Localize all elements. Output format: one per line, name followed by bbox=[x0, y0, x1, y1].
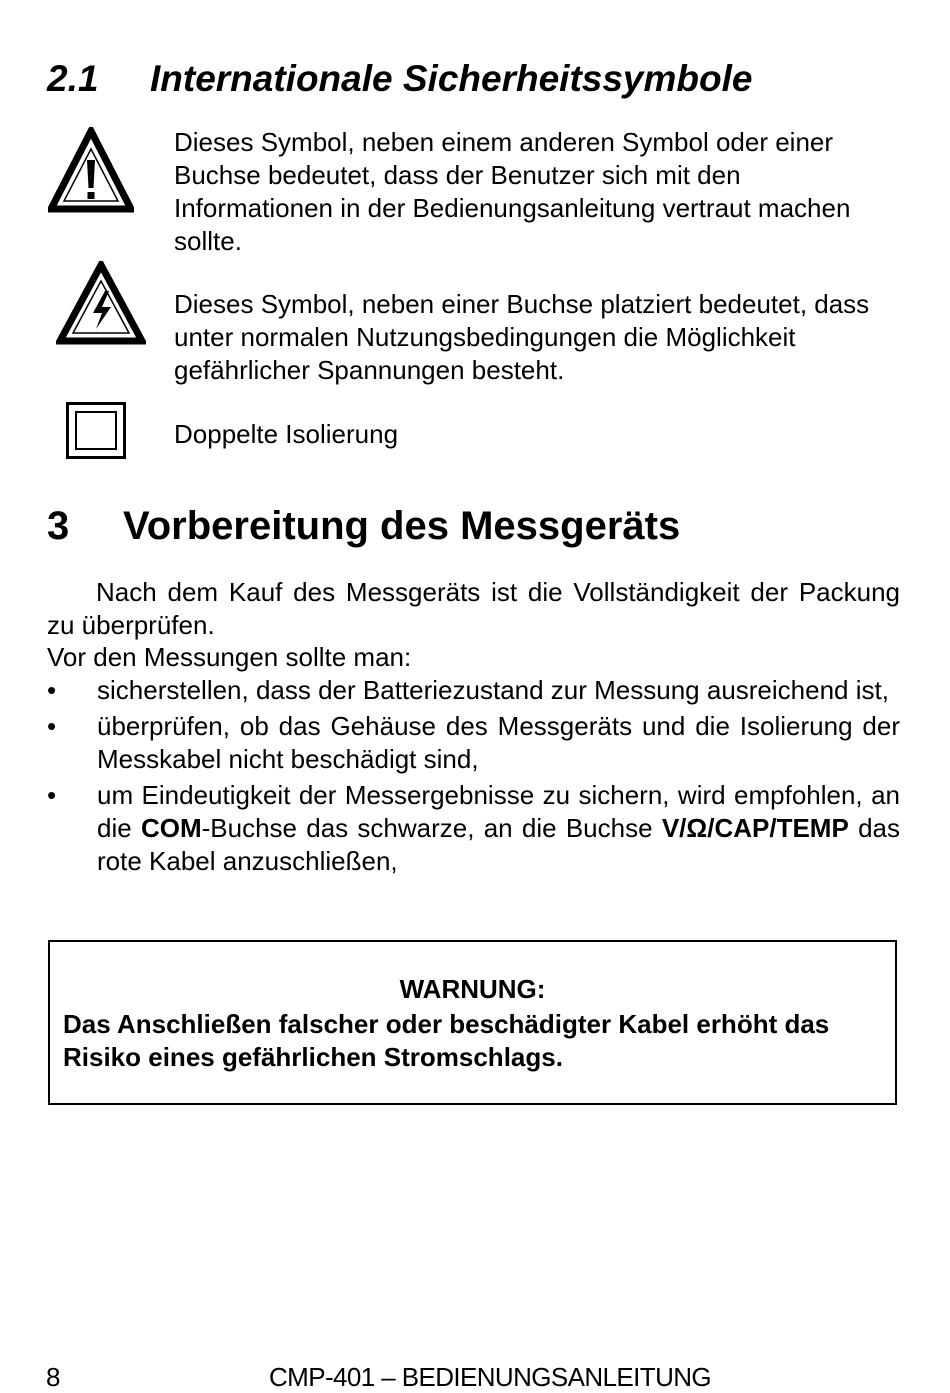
section-heading-3 bbox=[47, 504, 680, 549]
bullet-glyph: • bbox=[47, 675, 57, 705]
symbol-description-3: Doppelte Isolierung bbox=[174, 419, 399, 449]
high-voltage-triangle-icon bbox=[56, 261, 146, 350]
com-socket-label: COM bbox=[140, 813, 202, 843]
warning-text: Das Anschließen falscher oder beschädigter Kabel erhöht das Risiko eines gefährlichen Stromschlags. bbox=[63, 1009, 830, 1072]
section-title: Internationale Sicherheitssymbole bbox=[150, 58, 753, 99]
list-item-text-part: um Eindeutigkeit der Messergebnisse zu sichern, wird empfohlen, an die bbox=[97, 780, 900, 843]
double-insulation-icon bbox=[66, 402, 128, 465]
symbol-description-1: Dieses Symbol, neben einem anderen Symbol oder einer Buchse bedeutet, dass der Benutzer sich mit den Informationen in der Bedienungsanleitung vertraut machen sollte. bbox=[174, 127, 851, 256]
list-item bbox=[47, 710, 900, 776]
preparation-list bbox=[47, 674, 900, 881]
bullet-glyph: • bbox=[47, 711, 57, 741]
symbol-description-2: Dieses Symbol, neben einer Buchse platziert bedeutet, dass unter normalen Nutzungsbedingungen die Möglichkeit gefährlicher Spannungen besteht. bbox=[174, 289, 870, 385]
intro-paragraph: Nach dem Kauf des Messgeräts ist die Vollständigkeit der Packung zu überprüfen. bbox=[47, 577, 900, 640]
page-number: 8 bbox=[46, 1362, 61, 1392]
list-item-text-part: -Buchse das schwarze, an die Buchse bbox=[201, 813, 662, 843]
section-number: 2.1 bbox=[47, 58, 99, 99]
warning-box bbox=[48, 940, 897, 1105]
v-ohm-cap-temp-socket-label: V/Ω/CAP/TEMP bbox=[661, 813, 849, 843]
warning-title: WARNUNG: bbox=[399, 974, 546, 1004]
section-heading-2-1 bbox=[47, 58, 752, 100]
section-number: 3 bbox=[47, 504, 70, 548]
list-item-text: überprüfen, ob das Gehäuse des Messgeräts und die Isolierung der Messkabel nicht beschädigt sind, bbox=[97, 711, 900, 774]
list-item-text: sicherstellen, dass der Batteriezustand zur Messung ausreichend ist, bbox=[97, 675, 889, 705]
before-measuring-text: Vor den Messungen sollte man: bbox=[47, 642, 412, 672]
footer-title: CMP-401 – BEDIENUNGSANLEITUNG bbox=[269, 1362, 712, 1392]
bullet-glyph: • bbox=[47, 780, 57, 810]
warning-exclamation-triangle-icon bbox=[48, 127, 134, 218]
list-item-text bbox=[97, 780, 900, 876]
list-item bbox=[47, 779, 900, 878]
list-item-text-part: das rote Kabel anzuschließen, bbox=[97, 813, 900, 876]
list-item bbox=[47, 674, 900, 707]
section-title: Vorbereitung des Messgeräts bbox=[123, 504, 681, 548]
